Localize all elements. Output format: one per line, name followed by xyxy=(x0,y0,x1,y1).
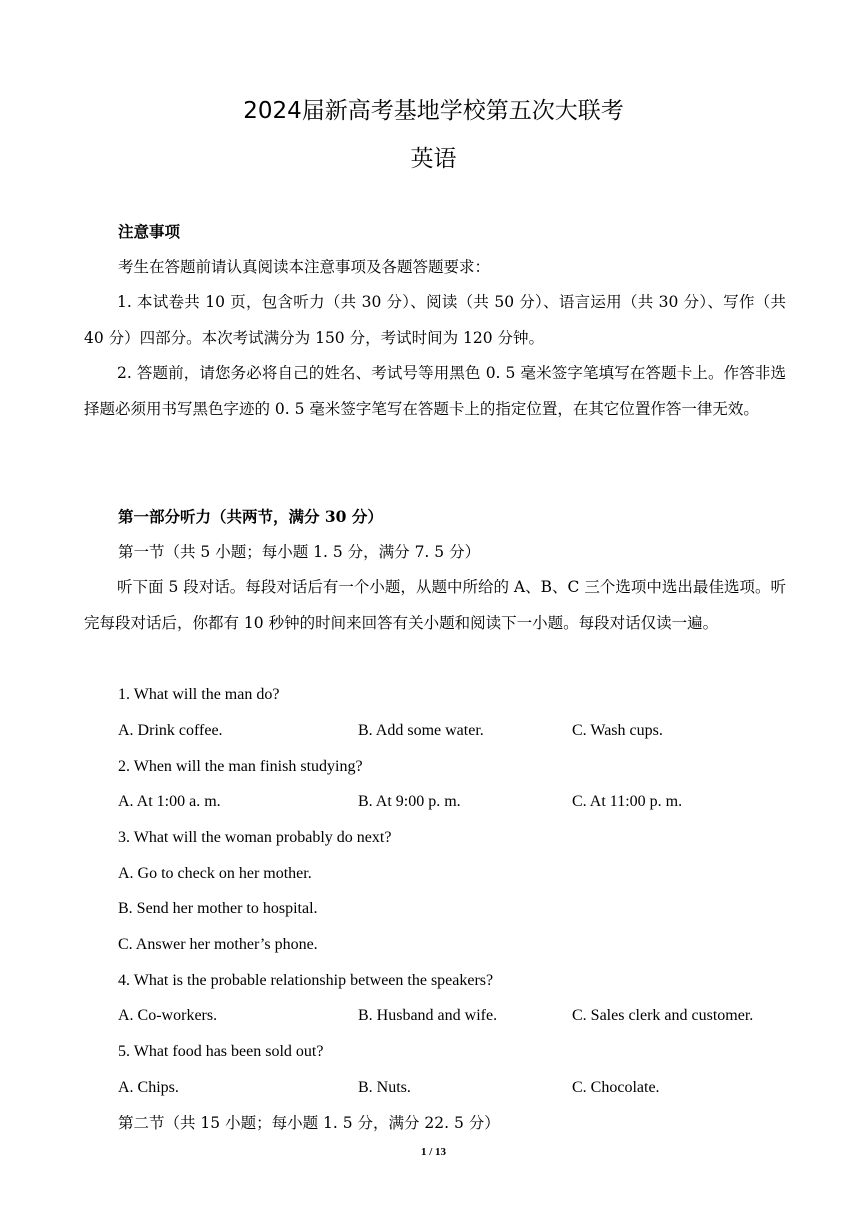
q4-option-c: C. Sales clerk and customer. xyxy=(572,1007,754,1024)
q2-option-b: B. At 9:00 p. m. xyxy=(358,793,461,810)
q5-option-b: B. Nuts. xyxy=(358,1079,411,1096)
q2-option-a: A. At 1:00 a. m. xyxy=(118,793,221,810)
q1-option-a: A. Drink coffee. xyxy=(118,722,223,739)
q3-option-c: C. Answer her mother’s phone. xyxy=(118,936,318,953)
section1-heading: 第一节（共 5 小题；每小题 1. 5 分，满分 7. 5 分） xyxy=(118,543,481,561)
notice-intro: 考生在答题前请认真阅读本注意事项及各题答题要求： xyxy=(118,258,491,276)
q2-option-c: C. At 11:00 p. m. xyxy=(572,793,683,810)
subject-title: 英语 xyxy=(410,146,457,172)
q4-option-a: A. Co-workers. xyxy=(118,1007,218,1024)
notice-item-1: 1. 本试卷共 10 页，包含听力（共 30 分）、阅读（共 50 分）、语言运用（共 30 分）、写作（共 40 分）四部分。本次考试满分为 150 分，考试时间为 120 分钟。 xyxy=(84,293,786,347)
section1-instructions: 听下面 5 段对话。每段对话后有一个小题，从题中所给的 A、B、C 三个选项中选出最佳选项。听完每段对话后，你都有 10 秒钟的时间来回答有关小题和阅读下一小题。每段对话仅读一遍。 xyxy=(84,578,786,632)
q5-option-c: C. Chocolate. xyxy=(572,1079,660,1096)
question-2: 2. When will the man finish studying? xyxy=(118,758,363,775)
question-3: 3. What will the woman probably do next? xyxy=(118,829,392,846)
q1-option-b: B. Add some water. xyxy=(358,722,484,739)
notice-item-2: 2. 答题前，请您务必将自己的姓名、考试号等用黑色 0. 5 毫米签字笔填写在答题卡上。作答非选择题必须用书写黑色字迹的 0. 5 毫米签字笔写在答题卡上的指定位置，在其它位置作答一律无效。 xyxy=(84,364,786,418)
q1-option-c: C. Wash cups. xyxy=(572,722,663,739)
notice-heading: 注意事项 xyxy=(118,222,181,241)
q3-option-a: A. Go to check on her mother. xyxy=(118,865,312,882)
page-number: 1 / 13 xyxy=(420,1146,447,1158)
q4-option-b: B. Husband and wife. xyxy=(358,1007,498,1024)
exam-title: 2024届新高考基地学校第五次大联考 xyxy=(243,98,624,124)
q5-option-a: A. Chips. xyxy=(118,1079,179,1096)
section2-heading: 第二节（共 15 小题；每小题 1. 5 分，满分 22. 5 分） xyxy=(118,1114,500,1132)
q3-option-b: B. Send her mother to hospital. xyxy=(118,900,318,917)
question-5: 5. What food has been sold out? xyxy=(118,1043,324,1060)
part1-heading: 第一部分听力（共两节，满分 30 分） xyxy=(118,507,383,526)
question-1: 1. What will the man do? xyxy=(118,686,280,703)
question-4: 4. What is the probable relationship between the speakers? xyxy=(118,972,494,989)
